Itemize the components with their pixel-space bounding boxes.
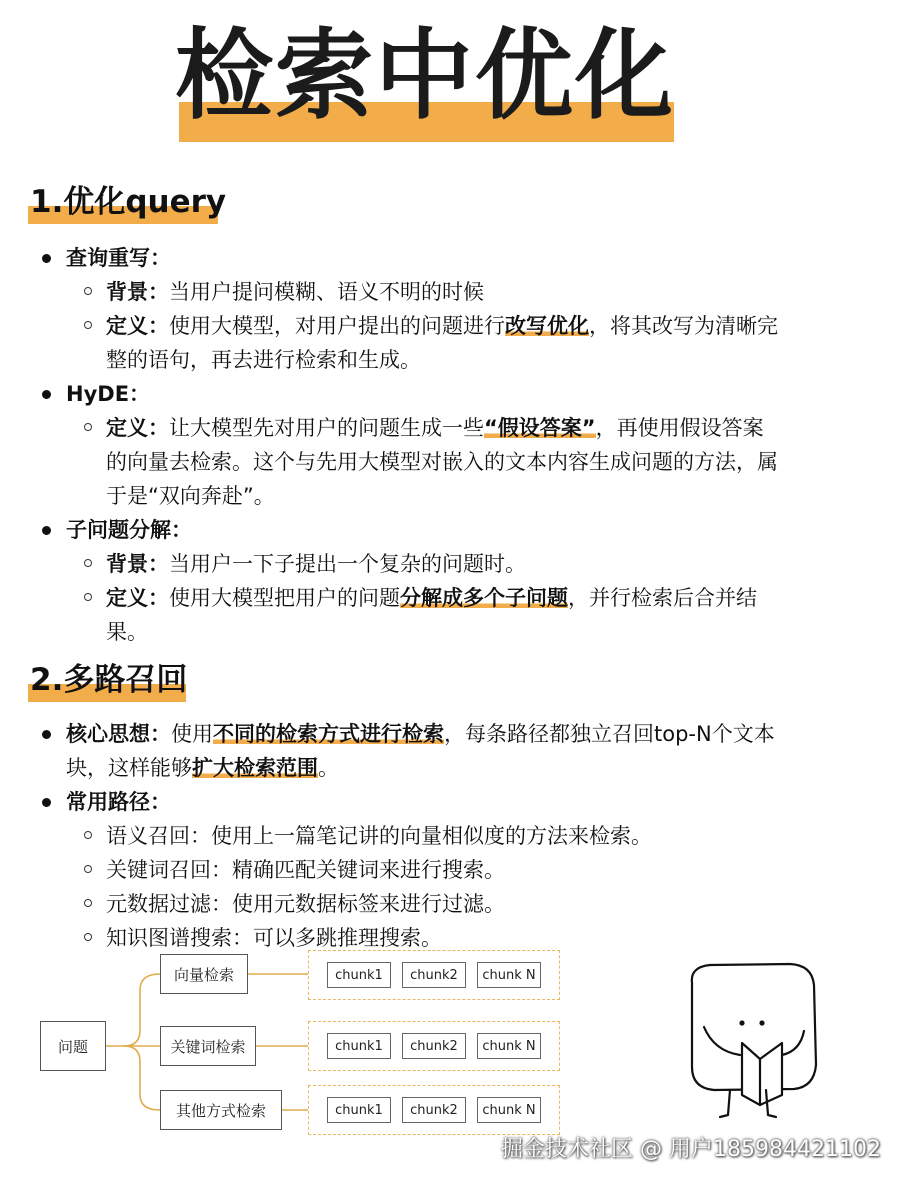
hyde-definition-cont2: 于是“双向奔赴”。 — [106, 484, 275, 508]
core-idea: 核心思想：使用不同的检索方式进行检索，每条路径都独立召回top-N个文本 — [66, 722, 775, 746]
sub-bullet — [84, 831, 92, 839]
chunk-box: chunk1 — [327, 1097, 391, 1123]
path-item: 语义召回：使用上一篇笔记讲的向量相似度的方法来检索。 — [106, 824, 652, 848]
chunk-box: chunk1 — [327, 962, 391, 988]
chunk-box: chunk2 — [402, 1097, 466, 1123]
section-2-heading — [28, 660, 193, 704]
chunk-box: chunk N — [477, 1033, 541, 1059]
watermark: 掘金技术社区 @ 用户185984421102 — [501, 1137, 881, 1162]
path-item: 关键词召回：精确匹配关键词来进行搜索。 — [106, 858, 505, 882]
rewrite-label: 查询重写： — [66, 246, 171, 270]
chunk-box: chunk2 — [402, 962, 466, 988]
sub-bullet — [84, 287, 92, 295]
hyde-definition: 定义：让大模型先对用户的问题生成一些“假设答案”，再使用假设答案 — [106, 416, 764, 440]
sub-bullet — [84, 321, 92, 329]
paths-label: 常用路径： — [66, 790, 171, 814]
decomp-label: 子问题分解： — [66, 518, 192, 542]
core-idea-cont: 块，这样能够扩大检索范围。 — [66, 756, 339, 780]
path-item: 知识图谱搜索：可以多跳推理搜索。 — [106, 926, 442, 950]
branch-box: 其他方式检索 — [160, 1090, 282, 1130]
chunk-box: chunk2 — [402, 1033, 466, 1059]
branch-box: 向量检索 — [160, 954, 248, 994]
chunk-box: chunk N — [477, 962, 541, 988]
sub-bullet — [84, 865, 92, 873]
rewrite-definition: 定义：使用大模型，对用户提出的问题进行改写优化，将其改写为清晰完 — [106, 314, 778, 338]
path-item: 元数据过滤：使用元数据标签来进行过滤。 — [106, 892, 505, 916]
page-title — [175, 14, 735, 139]
decomp-definition: 定义：使用大模型把用户的问题分解成多个子问题，并行检索后合并结 — [106, 586, 757, 610]
section-1-heading — [28, 182, 227, 226]
decomp-definition-cont: 果。 — [106, 620, 148, 644]
bullet — [42, 526, 51, 535]
reading-character-illustration — [670, 955, 840, 1125]
rewrite-definition-cont: 整的语句，再去进行检索和生成。 — [106, 348, 421, 372]
section-1-title: 1.优化query — [30, 184, 227, 220]
sub-bullet — [84, 899, 92, 907]
chunk-box: chunk N — [477, 1097, 541, 1123]
sub-bullet — [84, 423, 92, 431]
sub-bullet — [84, 593, 92, 601]
bullet — [42, 390, 51, 399]
title-text: 检索中优化 — [175, 19, 676, 133]
hyde-label: HyDE： — [66, 382, 151, 406]
hyde-definition-cont: 的向量去检索。这个与先用大模型对嵌入的文本内容生成问题的方法，属 — [106, 450, 778, 474]
bullet — [42, 798, 51, 807]
sub-bullet — [84, 559, 92, 567]
branch-box: 关键词检索 — [160, 1026, 256, 1066]
chunk-box: chunk1 — [327, 1033, 391, 1059]
decomp-background: 背景：当用户一下子提出一个复杂的问题时。 — [106, 552, 526, 576]
section-2-title: 2.多路召回 — [30, 662, 188, 698]
bullet — [42, 254, 51, 263]
bullet — [42, 730, 51, 739]
rewrite-background: 背景：当用户提问模糊、语义不明的时候 — [106, 280, 484, 304]
diagram-root: 问题 — [40, 1021, 106, 1071]
